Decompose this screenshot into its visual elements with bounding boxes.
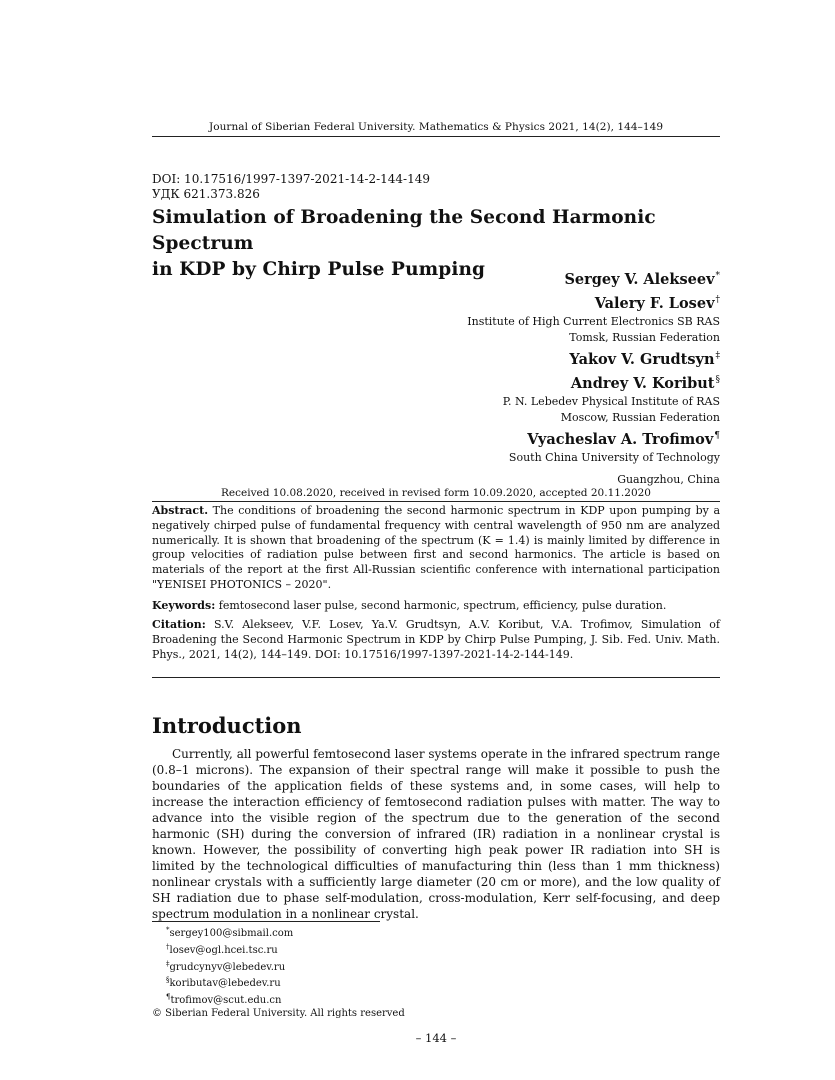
doi: DOI: 10.17516/1997-1397-2021-14-2-144-149 <box>152 172 431 186</box>
author-5: Vyacheslav A. Trofimov¶ <box>527 431 720 448</box>
introduction-paragraph: Currently, all powerful femtosecond laser systems operate in the infrared spectrum range (0.8–1 microns). The expansion of their spectral range will make it possible to push the boundaries of the application fields of these systems and, in some cases, will help to increase the interaction efficiency of femtosecond radiation pulses with matter. The way to advance into the visible region of the spectrum due to the generation of the second harmonic (SH) during the conversion of infrared (IR) radiation in a nonlinear crystal is known. However, the possibility of converting high peak power IR radiation into SH is limited by the technological difficulties of manufacturing thin (less than 1 mm thickness) nonlinear crystals with a sufficiently large diameter (20 cm or more), and the low quality of SH radiation due to phase self-modulation, cross-modulation, Kerr self-focusing, and deep spectrum modulation in a nonlinear crystal. <box>152 747 721 921</box>
copyright: © Siberian Federal University. All rights reserved <box>152 1007 405 1019</box>
affiliation-1-line-1: Institute of High Current Electronics SB RAS <box>467 315 720 328</box>
author-3: Yakov V. Grudtsyn‡ <box>569 351 720 368</box>
affiliation-3-line-2: Guangzhou, China <box>617 473 720 486</box>
section-heading-introduction: Introduction <box>152 713 302 738</box>
header-rule <box>152 136 720 137</box>
author-2: Valery F. Losev† <box>594 295 720 312</box>
affiliation-1-line-2: Tomsk, Russian Federation <box>569 331 720 344</box>
udk: УДК 621.373.826 <box>152 187 260 201</box>
title-line-2: in KDP by Chirp Pulse Pumping <box>152 259 486 280</box>
author-4: Andrey V. Koribut§ <box>570 375 720 392</box>
keywords <box>152 599 720 614</box>
footnote-5: ¶trofimov@scut.edu.cn <box>166 993 282 1007</box>
affiliation-3-line-1: South China University of Technology <box>508 451 720 464</box>
footnote-3: ‡grudcynyv@lebedev.ru <box>166 959 286 973</box>
citation-text: S.V. Alekseev, V.F. Losev, Ya.V. Grudtsyn, A.V. Koribut, V.A. Trofimov, Simulation of Broadening the Second Harmonic Spectrum in KDP by Chirp Pulse Pumping, J. Sib. Fed. Univ. Math. Phys., 2021, 14(2), 144–149. DOI: 10.17516/1997-1397-2021-14-2-144-149. <box>152 618 720 662</box>
page-number: – 144 – <box>415 1031 457 1045</box>
footnote-4: §koributav@lebedev.ru <box>166 976 281 990</box>
affiliation-2-line-1: P. N. Lebedev Physical Institute of RAS <box>502 395 720 408</box>
citation-label: Citation: <box>152 618 206 631</box>
citation <box>152 617 720 663</box>
abstract-text: The conditions of broadening the second harmonic spectrum in KDP upon pumping by a negatively chirped pulse of fundamental frequency with central wavelength of 950 nm are analyzed numerically. It is shown that broadening of the spectrum (K = 1.4) is mainly limited by difference in group velocities of radiation pulse between first and second harmonics. The article is based on materials of the report at the first All-Russian scientific conference with international participation "YENISEI PHOTONICS – 2020". <box>152 504 721 591</box>
abstract-top-rule <box>152 501 720 502</box>
affiliation-2-line-2: Moscow, Russian Federation <box>560 411 720 424</box>
running-header: Journal of Siberian Federal University. Mathematics & Physics 2021, 14(2), 144–149 <box>208 121 664 133</box>
keywords-text: femtosecond laser pulse, second harmonic, spectrum, efficiency, pulse duration. <box>218 599 667 612</box>
keywords-label: Keywords: <box>152 599 216 612</box>
received-dates: Received 10.08.2020, received in revised form 10.09.2020, accepted 20.11.2020 <box>221 487 651 499</box>
footnote-2: †losev@ogl.hcei.tsc.ru <box>166 942 278 956</box>
author-1: Sergey V. Alekseev* <box>564 271 720 288</box>
title-line-1: Simulation of Broadening the Second Harmonic Spectrum <box>152 207 656 254</box>
author-block <box>300 266 720 488</box>
abstract <box>152 504 720 593</box>
citation-bottom-rule <box>152 677 720 678</box>
abstract-label: Abstract. <box>152 504 209 517</box>
footnotes <box>152 924 405 1021</box>
footnote-1: *sergey100@sibmail.com <box>166 926 294 939</box>
identifiers <box>152 172 430 202</box>
footnote-rule <box>152 921 380 922</box>
